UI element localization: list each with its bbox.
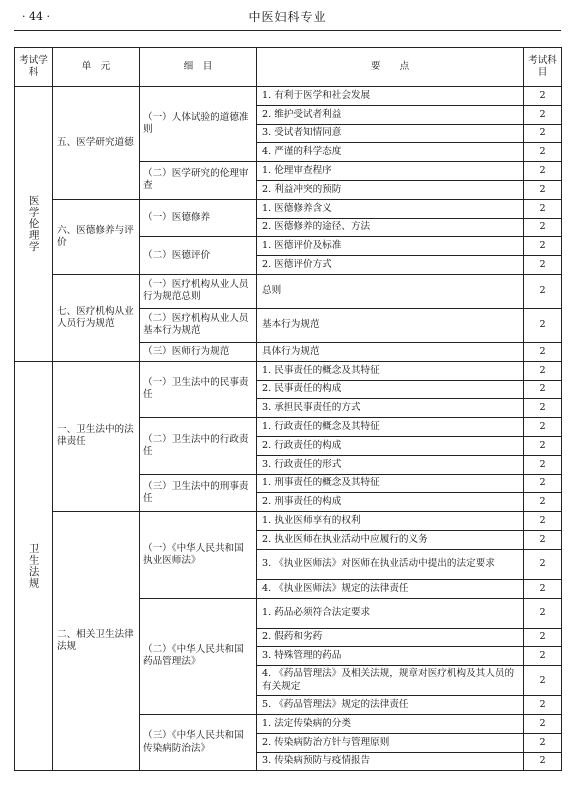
score-cell: 2 [524,342,562,361]
item-cell: （二）《中华人民共和国药品管理法》 [140,598,257,714]
point-cell: 总则 [257,274,524,308]
item-cell: （三）《中华人民共和国传染病防治法》 [140,714,257,770]
item-cell: （一）医疗机构从业人员行为规范总则 [140,274,257,308]
score-cell: 2 [524,162,562,181]
item-cell: （一）人体试验的道德准则 [140,87,257,162]
header-item: 细 目 [140,48,257,87]
score-cell: 2 [524,256,562,275]
item-cell: （二）医学研究的伦理审查 [140,162,257,200]
score-cell: 2 [524,237,562,256]
score-cell: 2 [524,274,562,308]
point-cell: 2. 刑事责任的构成 [257,493,524,512]
subject-name: 医学伦理学 [27,195,40,253]
score-cell: 2 [524,436,562,455]
score-cell: 2 [524,418,562,437]
point-cell: 3. 承担民事责任的方式 [257,399,524,418]
header-unit: 单 元 [53,48,140,87]
header-point: 要 点 [257,48,524,87]
header-score: 考试科目 [524,48,562,87]
point-cell: 1. 药品必须符合法定要求 [257,598,524,628]
header-rule [14,30,561,31]
score-cell: 2 [524,399,562,418]
point-cell: 4. 《执业医师法》规定的法律责任 [257,579,524,598]
syllabus-table [14,47,562,771]
item-cell: （二）卫生法中的行政责任 [140,418,257,474]
item-cell: （一）《中华人民共和国执业医师法》 [140,512,257,598]
unit-cell: 五、医学研究道德 [53,87,140,200]
point-cell: 1. 医德修养含义 [257,199,524,218]
score-cell: 2 [524,752,562,771]
score-cell: 2 [524,696,562,715]
point-cell: 2. 利益冲突的预防 [257,180,524,199]
point-cell: 具体行为规范 [257,342,524,361]
point-cell: 2. 维护受试者利益 [257,105,524,124]
score-cell: 2 [524,579,562,598]
table-row [15,87,562,106]
score-cell: 2 [524,361,562,380]
book-title: 中医妇科专业 [248,10,327,24]
score-cell: 2 [524,733,562,752]
point-cell: 3. 传染病预防与疫情报告 [257,752,524,771]
point-cell: 3. 受试者知情同意 [257,124,524,143]
point-cell: 3. 特殊管理的药品 [257,647,524,666]
score-cell: 2 [524,474,562,493]
point-cell: 基本行为规范 [257,308,524,342]
point-cell: 2. 医德修养的途径、方法 [257,218,524,237]
unit-cell: 六、医德修养与评价 [53,199,140,274]
item-cell: （二）医德评价 [140,237,257,275]
point-cell: 4. 严谨的科学态度 [257,143,524,162]
score-cell: 2 [524,180,562,199]
score-cell: 2 [524,380,562,399]
point-cell: 1. 法定传染病的分类 [257,714,524,733]
score-cell: 2 [524,124,562,143]
point-cell: 2. 医德评价方式 [257,256,524,275]
point-cell: 5. 《药品管理法》规定的法律责任 [257,696,524,715]
score-cell: 2 [524,308,562,342]
point-cell: 3. 《执业医师法》对医师在执业活动中提出的法定要求 [257,549,524,579]
point-cell: 3. 行政责任的形式 [257,455,524,474]
item-cell: （一）卫生法中的民事责任 [140,361,257,417]
subject-cell [15,361,53,771]
score-cell: 2 [524,549,562,579]
point-cell: 1. 民事责任的概念及其特征 [257,361,524,380]
point-cell: 1. 医德评价及标准 [257,237,524,256]
table-row [15,199,562,218]
item-cell: （二）医疗机构从业人员基本行为规范 [140,308,257,342]
unit-cell: 七、医疗机构从业人员行为规范 [53,274,140,361]
header-subject: 考试学科 [15,48,53,87]
point-cell: 2. 行政责任的构成 [257,436,524,455]
unit-cell: 一、卫生法中的法律责任 [53,361,140,511]
item-cell: （三）卫生法中的刑事责任 [140,474,257,512]
item-cell: （三）医师行为规范 [140,342,257,361]
point-cell: 1. 有利于医学和社会发展 [257,87,524,106]
score-cell: 2 [524,87,562,106]
unit-cell: 二、相关卫生法律法规 [53,512,140,771]
table-row [15,512,562,531]
point-cell: 1. 伦理审查程序 [257,162,524,181]
score-cell: 2 [524,512,562,531]
table-row [15,274,562,308]
table-header-row [15,48,562,87]
page-number: · 44 · [22,10,50,23]
point-cell: 2. 传染病防治方针与管理原则 [257,733,524,752]
point-cell: 1. 刑事责任的概念及其特征 [257,474,524,493]
subject-cell [15,87,53,362]
score-cell: 2 [524,647,562,666]
point-cell: 1. 行政责任的概念及其特征 [257,418,524,437]
score-cell: 2 [524,666,562,696]
score-cell: 2 [524,493,562,512]
score-cell: 2 [524,530,562,549]
score-cell: 2 [524,218,562,237]
page-header [0,0,575,36]
point-cell: 1. 执业医师享有的权利 [257,512,524,531]
subject-name: 卫生法规 [27,543,40,590]
point-cell: 2. 假药和劣药 [257,628,524,647]
score-cell: 2 [524,143,562,162]
point-cell: 2. 民事责任的构成 [257,380,524,399]
score-cell: 2 [524,199,562,218]
score-cell: 2 [524,628,562,647]
score-cell: 2 [524,714,562,733]
item-cell: （一）医德修养 [140,199,257,237]
table-row [15,361,562,380]
point-cell: 2. 执业医师在执业活动中应履行的义务 [257,530,524,549]
score-cell: 2 [524,598,562,628]
point-cell: 4. 《药品管理法》及相关法规，规章对医疗机构及其人员的有关规定 [257,666,524,696]
score-cell: 2 [524,105,562,124]
score-cell: 2 [524,455,562,474]
